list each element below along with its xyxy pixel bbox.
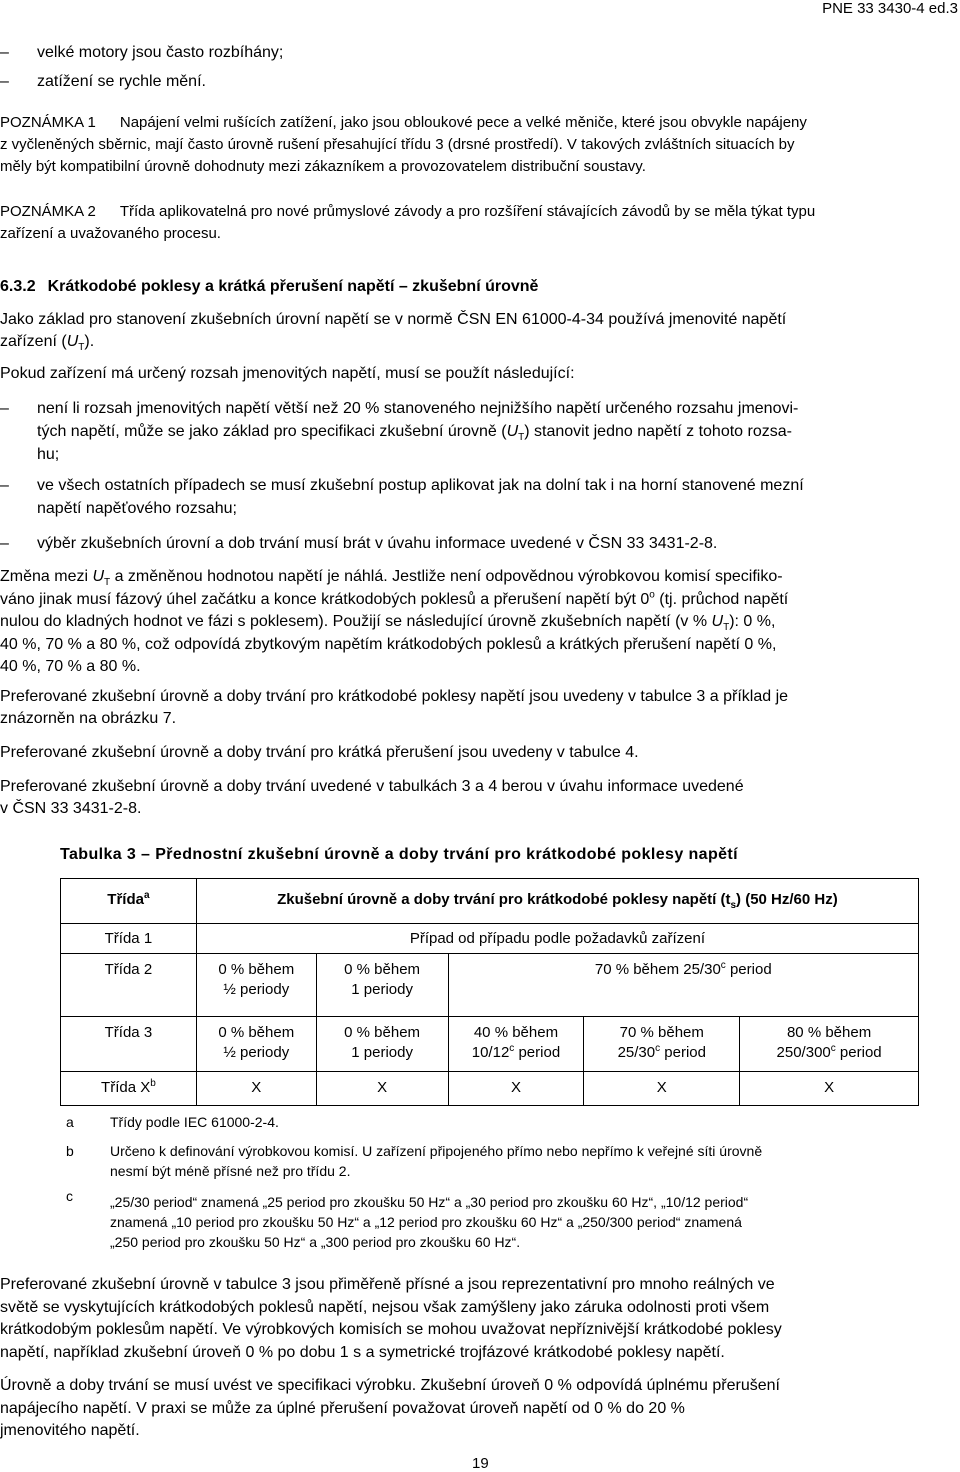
dash-bullet: – (0, 44, 9, 61)
table-cell: 0 % během 1 periody (316, 1017, 448, 1072)
table-3 (60, 878, 919, 1106)
paragraph-line: Jako základ pro stanovení zkušebních úrovní napětí se v normě ČSN EN 61000-4-34 používá jmenovité napětí (0, 311, 787, 328)
table-cell: 80 % během 250/300$^c$ period (740, 1017, 919, 1072)
table-cell: X (316, 1072, 448, 1106)
table-cell: X (584, 1072, 740, 1106)
paragraph-line: zařízení $(U_T)$. (0, 333, 95, 354)
table-cell: 0 % během ½ periody (196, 1017, 316, 1072)
list-item-text: ve všech ostatních případech se musí zkušební postup aplikovat jak na dolní tak i na horní stanovené mezní napětí napěťového rozsahu; (37, 477, 804, 517)
note-2-label: POZNÁMKA 2 (0, 203, 96, 220)
table-header-row (61, 879, 919, 924)
dash-bullet: – (0, 535, 9, 552)
document-id: PNE 33 3430-4 ed.3 (822, 0, 958, 17)
header-cell: Zkušební úrovně a doby trvání pro krátkodobé poklesy napětí $(t_s)$ (50 Hz/60 Hz) (196, 879, 918, 924)
table-cell: Třída $X^b$ (61, 1072, 197, 1106)
table-cell: 70 % během 25/30$^c$ period (448, 954, 918, 1017)
note-1-label: POZNÁMKA 1 (0, 114, 96, 131)
dash-bullet: – (0, 477, 9, 494)
paragraph (0, 309, 960, 353)
footnote-text: Určeno k definování výrobkovou komisí. U zařízení připojeného přímo nebo nepřímo k veřejné síti úrovně nesmí být méně přísné než pro třídu 2. (110, 1143, 763, 1179)
table-cell: X (740, 1072, 919, 1106)
table-row (61, 1017, 919, 1072)
table-cell: 0 % během 1 periody (316, 954, 448, 1017)
paragraph: Pokud zařízení má určený rozsah jmenovitých napětí, musí se použít následující: (0, 365, 575, 382)
table-cell: Třída 2 (61, 954, 197, 1017)
table-cell: X (196, 1072, 316, 1106)
table-cell: Třída 1 (61, 924, 197, 954)
footnote-text: Třídy podle IEC 61000-2-4. (110, 1114, 279, 1130)
table-row (61, 924, 919, 954)
section-number: 6.3.2 (0, 278, 36, 295)
table-cell: X (448, 1072, 584, 1106)
page-number: 19 (472, 1455, 489, 1472)
list-item (0, 474, 960, 522)
note-1 (0, 112, 960, 178)
paragraph: Změna mezi $U_T$ a změněnou hodnotou napětí je náhlá. Jestliže není odpovědnou výrobkovou komisí specifiko- váno jinak musí fázový úhel začátku a konce krátkodobých poklesů a přerušení napětí být 0$^o$ (tj. průchod napětí nulou do kladných hodnot ve fázi s poklesem). Použijí se následující úrovně zkušebních napětí (v % $U_T$): 0 %, 40 %, 70 % a 80 %, což odpovídá zbytkovým napětím krátkodobých poklesů a krátkých přerušení napětí 0 %, 40 %, 70 % a 80 %. (0, 568, 789, 675)
note-text: Napájení velmi rušících zatížení, jako jsou obloukové pece a velké měniče, které jsou obvykle napájeny (119, 114, 807, 131)
section-heading (0, 276, 538, 298)
paragraph: Preferované zkušební úrovně v tabulce 3 jsou přiměřeně přísné a jsou reprezentativní pro mnoho reálných ve světě se vyskytujících krátkodobých poklesů napětí, nejsou však zamýšleny jako záruka odolnosti proti všem krátkodobým poklesům napětí. Ve výrobkových komisích se mohou uvažovat nepříznivější krátkodobé poklesy napětí, například zkušební úroveň 0 % po dobu 1 s a symetrické trojfázové krátkodobé poklesy napětí. (0, 1276, 782, 1361)
list-item-text: zatížení se rychle mění. (37, 73, 206, 90)
table-row (61, 954, 919, 1017)
list-item-text: není li rozsah jmenovitých napětí větší než 20 % stanoveného nejnižšího napětí určeného rozsahu jmenovi- tých napětí, může se jako základ pro specifikaci zkušební úrovně $(U_T)$ stanovit jedno napětí z tohoto rozsa- hu; (37, 400, 799, 463)
table-cell: 70 % během 25/30$^c$ period (584, 1017, 740, 1072)
note-text: měly být kompatibilní úrovně dohodnuty mezi zákazníkem a provozovatelem distribuční soustavy. (0, 158, 646, 175)
note-text: Třída aplikovatelná pro nové průmyslové závody a pro rozšíření stávajících závodů by se měla týkat typu (119, 203, 816, 220)
paragraph: Preferované zkušební úrovně a doby trvání pro krátkodobé poklesy napětí jsou uvedeny v tabulce 3 a příklad je znázorněn na obrázku 7. (0, 688, 789, 727)
table-caption: Tabulka 3 – Přednostní zkušební úrovně a doby trvání pro krátkodobé poklesy napětí (60, 846, 738, 863)
dash-bullet: – (0, 73, 9, 90)
section-title: Krátkodobé poklesy a krátká přerušení napětí – zkušební úrovně (47, 278, 539, 295)
list-item-text: velké motory jsou často rozbíhány; (37, 44, 284, 61)
table-cell: 40 % během 10/12$^c$ period (448, 1017, 584, 1072)
footnote-mark: a (66, 1114, 74, 1130)
header-cell: Třída$^a$ (61, 879, 197, 924)
footnote-text: „25/30 period“ znamená „25 period pro zkoušku 50 Hz“ a „30 period pro zkoušku 60 Hz“, „10/12 period“ znamená „10 period pro zkoušku 50 Hz“ a „12 period pro zkoušku 60 Hz“ a „250/300 period“ znamená „250 period pro zkoušku 50 Hz“ a „300 period pro zkoušku 60 Hz“. (110, 1194, 749, 1250)
paragraph: Úrovně a doby trvání se musí uvést ve specifikaci výrobku. Zkušební úroveň 0 % odpovídá úplnému přerušení napájecího napětí. V praxi se může za úplné přerušení považovat úroveň napětí od 0 % do 20 % jmenovitého napětí. (0, 1377, 780, 1439)
note-text: z vyčleněných sběrnic, mají často úrovně rušení přesahující třídu 3 (drsné prostředí). V takových zvláštních situacích by (0, 136, 795, 153)
table-cell: 0 % během ½ periody (196, 954, 316, 1017)
paragraph: Preferované zkušební úrovně a doby trvání uvedené v tabulkách 3 a 4 berou v úvahu informace uvedené v ČSN 33 3431-2-8. (0, 778, 744, 817)
dash-bullet: – (0, 400, 9, 417)
paragraph: Preferované zkušební úrovně a doby trvání pro krátká přerušení jsou uvedeny v tabulce 4. (0, 744, 639, 761)
list-item-text: výběr zkušebních úrovní a dob trvání musí brát v úvahu informace uvedené v ČSN 33 3431-2-8. (37, 535, 718, 552)
list-item (0, 397, 960, 469)
table-cell: Třída 3 (61, 1017, 197, 1072)
table-row (61, 1072, 919, 1106)
table-cell: Případ od případu podle požadavků zařízení (196, 924, 918, 954)
footnote-mark: c (66, 1188, 73, 1204)
note-2 (0, 201, 960, 245)
note-text: zařízení a uvažovaného procesu. (0, 225, 221, 242)
footnote-mark: b (66, 1143, 74, 1159)
